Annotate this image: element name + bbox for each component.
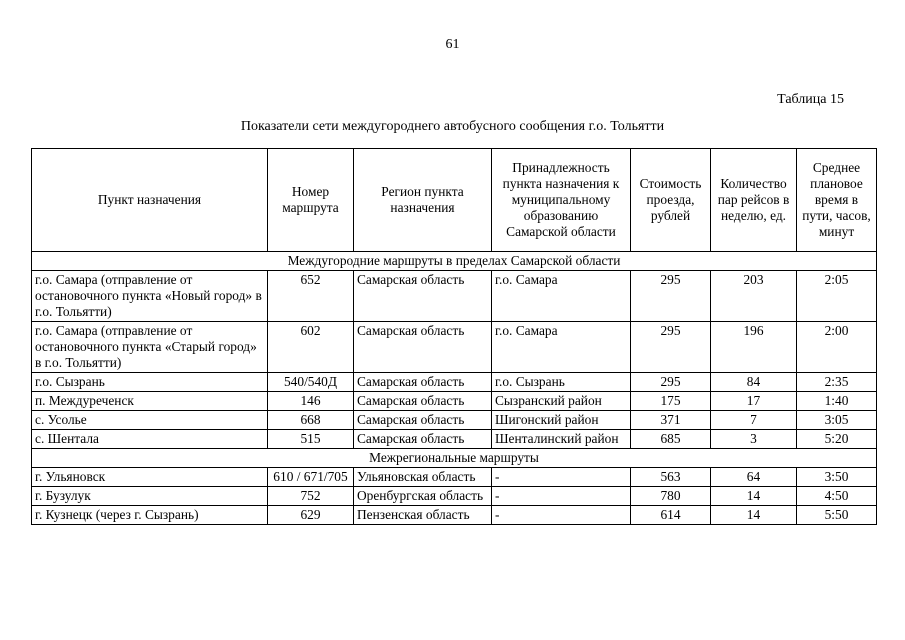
cell-municipality: - [492,487,631,506]
cell-municipality: - [492,468,631,487]
cell-destination: с. Шентала [32,430,268,449]
cell-travel-time: 5:50 [797,506,877,525]
header-municipality: Принадлежность пункта назначения к муниципальному образованию Самарской области [492,149,631,252]
cell-route-number: 629 [268,506,354,525]
table-row [32,322,877,373]
cell-route-number: 752 [268,487,354,506]
cell-municipality: Шенталинский район [492,430,631,449]
cell-travel-time: 1:40 [797,392,877,411]
cell-travel-time: 3:05 [797,411,877,430]
cell-travel-time: 5:20 [797,430,877,449]
header-region: Регион пункта назначения [354,149,492,252]
cell-region: Самарская область [354,373,492,392]
cell-fare: 685 [631,430,711,449]
cell-trips-per-week: 64 [711,468,797,487]
section-row [32,252,877,271]
cell-trips-per-week: 17 [711,392,797,411]
cell-region: Ульяновская область [354,468,492,487]
cell-municipality: Шигонский район [492,411,631,430]
page-number: 61 [445,37,460,52]
table-caption: Показатели сети междугороднего автобусного сообщения г.о. Тольятти [240,119,665,134]
cell-route-number: 652 [268,271,354,322]
cell-destination: г. Ульяновск [32,468,268,487]
cell-trips-per-week: 3 [711,430,797,449]
cell-fare: 295 [631,271,711,322]
section-row [32,449,877,468]
cell-travel-time: 4:50 [797,487,877,506]
table-row [32,271,877,322]
cell-municipality: - [492,506,631,525]
cell-municipality: г.о. Самара [492,271,631,322]
header-fare: Стоимость проезда, рублей [631,149,711,252]
cell-route-number: 146 [268,392,354,411]
table-header [32,149,877,252]
header-destination: Пункт назначения [32,149,268,252]
cell-fare: 295 [631,373,711,392]
cell-trips-per-week: 7 [711,411,797,430]
cell-trips-per-week: 14 [711,487,797,506]
cell-route-number: 610 / 671/705 [268,468,354,487]
routes-table [31,148,877,525]
cell-trips-per-week: 196 [711,322,797,373]
header-travel-time: Среднее плановое время в пути, часов, минут [797,149,877,252]
header-row [32,149,877,252]
table-row [32,392,877,411]
cell-destination: п. Междуреченск [32,392,268,411]
header-route-number: Номер маршрута [268,149,354,252]
cell-region: Оренбургская область [354,487,492,506]
cell-fare: 614 [631,506,711,525]
table-row [32,411,877,430]
cell-travel-time: 2:05 [797,271,877,322]
cell-trips-per-week: 14 [711,506,797,525]
table-row [32,430,877,449]
cell-destination: г.о. Самара (отправление от остановочного пункта «Новый город» в г.о. Тольятти) [32,271,268,322]
cell-region: Самарская область [354,411,492,430]
section-title: Междугородние маршруты в пределах Самарской области [32,252,877,271]
table-row [32,468,877,487]
section-title: Межрегиональные маршруты [32,449,877,468]
cell-destination: с. Усолье [32,411,268,430]
cell-travel-time: 2:00 [797,322,877,373]
table-row [32,373,877,392]
cell-fare: 780 [631,487,711,506]
cell-region: Пензенская область [354,506,492,525]
cell-municipality: Сызранский район [492,392,631,411]
cell-fare: 175 [631,392,711,411]
table-label: Таблица 15 [777,92,844,107]
cell-trips-per-week: 84 [711,373,797,392]
cell-destination: г. Кузнецк (через г. Сызрань) [32,506,268,525]
table-row [32,487,877,506]
cell-destination: г. Бузулук [32,487,268,506]
cell-fare: 563 [631,468,711,487]
cell-municipality: г.о. Сызрань [492,373,631,392]
cell-destination: г.о. Сызрань [32,373,268,392]
cell-fare: 295 [631,322,711,373]
cell-travel-time: 3:50 [797,468,877,487]
cell-route-number: 668 [268,411,354,430]
cell-municipality: г.о. Самара [492,322,631,373]
cell-fare: 371 [631,411,711,430]
table-row [32,506,877,525]
cell-destination: г.о. Самара (отправление от остановочного пункта «Старый город» в г.о. Тольятти) [32,322,268,373]
cell-travel-time: 2:35 [797,373,877,392]
cell-route-number: 602 [268,322,354,373]
cell-region: Самарская область [354,430,492,449]
cell-region: Самарская область [354,322,492,373]
cell-trips-per-week: 203 [711,271,797,322]
header-trips-per-week: Количество пар рейсов в неделю, ед. [711,149,797,252]
table-body [32,252,877,525]
cell-region: Самарская область [354,271,492,322]
cell-region: Самарская область [354,392,492,411]
cell-route-number: 540/540Д [268,373,354,392]
cell-route-number: 515 [268,430,354,449]
